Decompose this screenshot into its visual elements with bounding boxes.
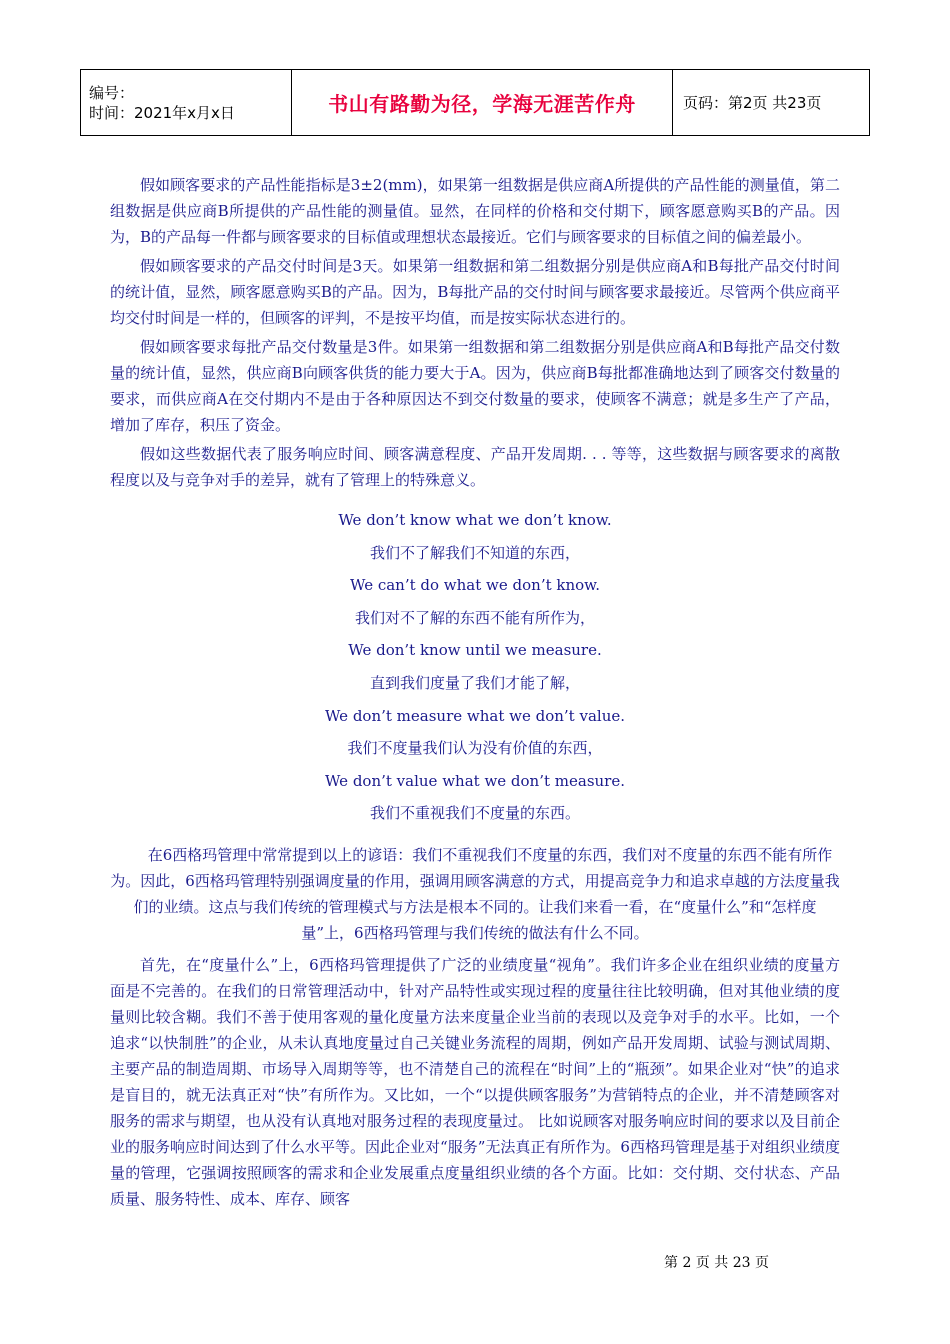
page-footer: 第 2 页 共 23 页: [664, 1255, 769, 1271]
document-body: [110, 172, 840, 1215]
header-motto-cell: [292, 70, 673, 136]
proverb-line: 我们不重视我们不度量的东西。: [369, 804, 580, 823]
paragraph: 假如这些数据代表了服务响应时间、顾客满意程度、产品开发周期. . . 等等，这些数据与顾客要求的离散程度以及与竞争对手的差异，就有了管理上的特殊意义。: [110, 445, 840, 489]
proverb-line: 直到我们度量了我们才能了解，: [369, 673, 580, 692]
proverb-line: We don’t know until we measure.: [348, 641, 602, 660]
proverb-line: 我们不了解我们不知道的东西，: [369, 543, 580, 562]
proverb-line: We don’t value what we don’t measure.: [324, 771, 625, 790]
proverb-line: We don’t measure what we don’t value.: [324, 706, 625, 725]
paragraph: 假如顾客要求每批产品交付数量是3件。如果第一组数据和第二组数据分别是供应商A和B每批产品交付数量的统计值，显然，供应商B向顾客供货的能力要大于A。因为，供应商B每批都准确地达到了顾客交付数量的要求，而供应商A在交付期内不是由于各种原因达不到交付数量的要求，使顾客不满意；就是多生产了产品，增加了库存，积压了资金。: [110, 338, 840, 434]
proverb-line: 我们不度量我们认为没有价值的东西，: [347, 739, 603, 758]
date-line: 时间：2021年x月x日: [89, 103, 235, 122]
number-label: 编号：: [89, 83, 135, 102]
paragraph: 假如顾客要求的产品交付时间是3天。如果第一组数据和第二组数据分别是供应商A和B每批产品交付时间的统计值，显然，顾客愿意购买B的产品。因为，B每批产品的交付时间与顾客要求最接近。尽管两个供应商平均交付时间是一样的，但顾客的评判，不是按平均值，而是按实际状态进行的。: [110, 257, 840, 327]
motto: 书山有路勤为径，学海无涯苦作舟: [328, 92, 636, 116]
page-header: [80, 69, 870, 136]
proverb-line: We can’t do what we don’t know.: [350, 576, 600, 595]
proverb-block: [110, 504, 840, 830]
proverb-line: We don’t know what we don’t know.: [338, 511, 612, 529]
paragraph-centered: 在6西格玛管理中常常提到以上的谚语：我们不重视我们不度量的东西，我们对不度量的东西不能有所作为。因此，6西格玛管理特别强调度量的作用，强调用顾客满意的方式，用提高竞争力和追求卓越的方法度量我们的业绩。这点与我们传统的管理模式与方法是根本不同的。让我们来看一看，在“度量什么”和“怎样度量”上，6西格玛管理与我们传统的做法有什么不同。: [110, 845, 840, 942]
proverb-line: 我们对不了解的东西不能有所作为，: [354, 608, 595, 627]
paragraph: 首先，在“度量什么”上，6西格玛管理提供了广泛的业绩度量“视角”。我们许多企业在组织业绩的度量方面是不完善的。在我们的日常管理活动中，针对产品特性或实现过程的度量往往比较明确，但对其他业绩的度量则比较含糊。我们不善于使用客观的量化度量方法来度量企业当前的表现以及竞争对手的水平。比如，一个追求“以快制胜”的企业，从未认真地度量过自己关键业务流程的周期，例如产品开发周期、试验与测试周期、主要产品的制造周期、市场导入周期等等，也不清楚自己的流程在“时间”上的“瓶颈”。如果企业对“快”的追求是盲目的，就无法真正对“快”有所作为。又比如，一个“以提供顾客服务”为营销特点的企业，并不清楚顾客对服务的需求与期望，也从没有认真地对服务过程的表现度量过。 比如说顾客对服务响应时间的要求以及目前企业的服务响应时间达到了什么水平等。因此企业对“服务”无法真正有所作为。6西格玛管理是基于对组织业绩度量的管理，它强调按照顾客的需求和企业发展重点度量组织业绩的各个方面。比如：交付期、交付状态、产品质量、服务特性、成本、库存、顾客: [110, 955, 840, 1208]
header-meta: [81, 70, 292, 136]
paragraph: 假如顾客要求的产品性能指标是3±2(mm)，如果第一组数据是供应商A所提供的产品性能的测量值，第二组数据是供应商B所提供的产品性能的测量值。显然，在同样的价格和交付期下，顾客愿意购买B的产品。因为，B的产品每一件都与顾客要求的目标值或理想状态最接近。它们与顾客要求的目标值之间的偏差最小。: [110, 176, 840, 246]
header-page-info: 页码：第2页 共23页: [673, 70, 870, 136]
